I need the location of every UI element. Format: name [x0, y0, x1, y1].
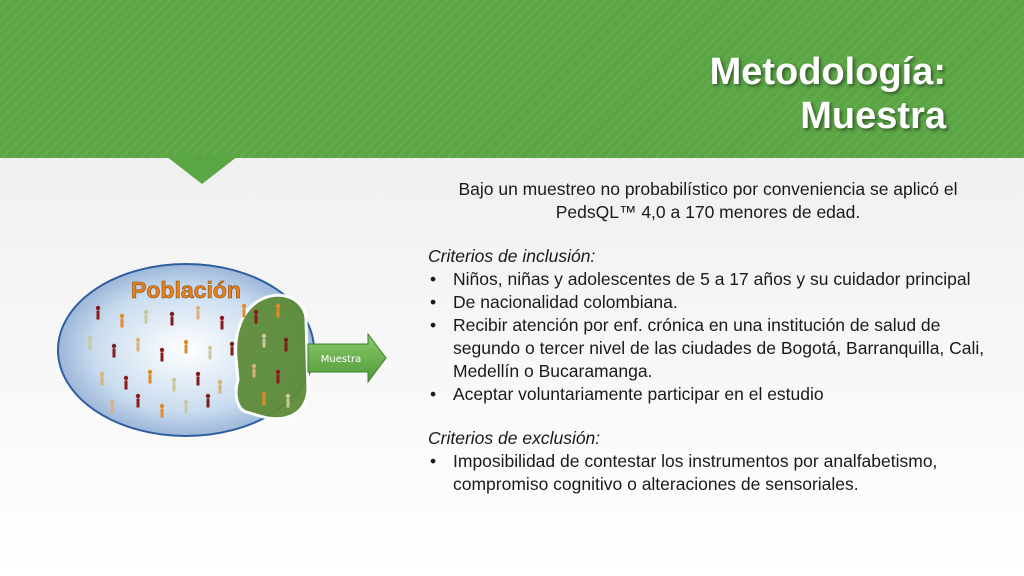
list-item: • Imposibilidad de contestar los instrumentos por analfabetismo, compromiso cognitivo o alteraciones de sensoriales.	[428, 450, 988, 496]
intro-paragraph: Bajo un muestreo no probabilístico por conveniencia se aplicó el PedsQL™ 4,0 a 170 menores de edad.	[458, 179, 958, 222]
exclusion-heading: Criterios de exclusión:	[428, 428, 601, 448]
inclusion-heading: Criterios de inclusión:	[428, 246, 596, 266]
list-item: • Recibir atención por enf. crónica en una institución de salud de segundo o tercer nivel de las ciudades de Bogotá, Barranquilla, Cali, Medellín o Bucaramanga.	[428, 314, 988, 383]
list-item: • Aceptar voluntariamente participar en el estudio	[428, 383, 988, 406]
list-item: • Niños, niñas y adolescentes de 5 a 17 años y su cuidador principal	[428, 268, 988, 291]
title-line-1: Metodología:	[709, 51, 946, 93]
sample-region	[236, 295, 308, 419]
slide-title	[426, 50, 946, 138]
methodology-text	[428, 178, 988, 517]
sample-arrow	[308, 334, 386, 382]
exclusion-list	[428, 450, 988, 496]
population-label: Población	[131, 277, 241, 303]
banner-notch	[166, 156, 238, 184]
population-sample-diagram	[50, 262, 400, 442]
list-item: • De nacionalidad colombiana.	[428, 291, 988, 314]
inclusion-list	[428, 268, 988, 406]
sample-arrow-label: Muestra	[320, 354, 362, 365]
title-line-2: Muestra	[800, 95, 946, 137]
